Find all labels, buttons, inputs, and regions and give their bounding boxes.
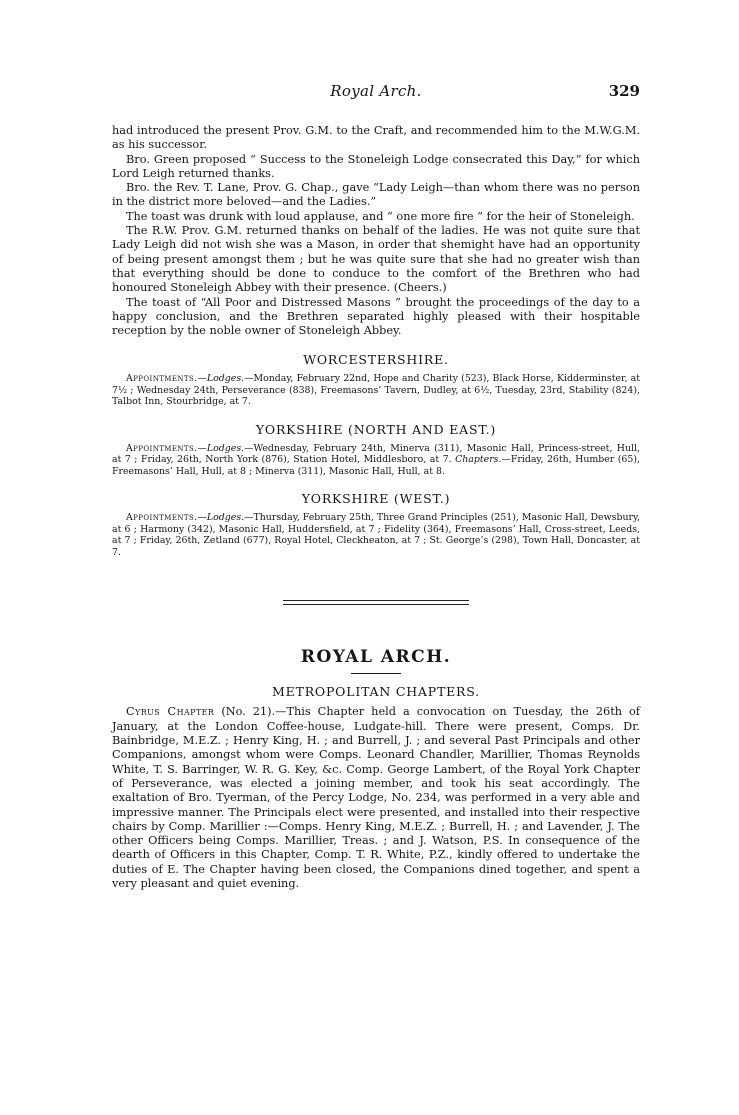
appointments-paragraph — [112, 443, 640, 478]
appointments-label: Appointments. — [126, 373, 198, 385]
page-body — [112, 124, 640, 891]
section-yorkshire-north-east — [112, 422, 640, 478]
lodges-label: —Lodges. — [197, 373, 245, 385]
chapters-text: —Friday, 26th, Humber (65), Freemasons’ Hall, Hull, at 8 ; Minerva (311), Masonic Hall, Hull, at 8. — [112, 454, 640, 477]
section-heading: WORCESTERSHIRE. — [303, 352, 449, 368]
appointments-text: —Wednesday, February 24th, Minerva (311), Masonic Hall, Princess-street, Hull, at 7 ; Friday, 26th, North York (876), Station Hotel, Middlesboro, at 7. — [112, 442, 640, 466]
running-header — [112, 82, 640, 104]
paragraph: Bro. the Rev. T. Lane, Prov. G. Chap., gave “Lady Leigh—than whom there was no person in the district more beloved—and the Ladies.” — [112, 181, 640, 209]
lodges-label: —Lodges. — [197, 442, 245, 454]
running-title: Royal Arch. — [330, 82, 422, 100]
cyrus-chapter-report — [112, 705, 640, 891]
metropolitan-chapters-heading: METROPOLITAN CHAPTERS. — [272, 684, 480, 700]
appointments-label: Appointments. — [126, 442, 198, 454]
appointments-text: —Monday, February 22nd, Hope and Charity (523), Black Horse, Kidderminster, at 7½ ; Wednesday 24th, Perseverance (838), Freemasons’ Tavern, Dudley, at 6½, Tuesday, 23rd, Stability (824), Talbot Inn, Stourbridge, at 7. — [112, 373, 640, 408]
section-divider — [283, 600, 469, 605]
royal-arch-title: ROYAL ARCH. — [300, 647, 452, 668]
appointments-label: Appointments. — [126, 512, 198, 524]
section-heading: YORKSHIRE (WEST.) — [301, 491, 451, 507]
chapters-label: Chapters. — [455, 454, 502, 466]
page-number: 329 — [608, 82, 640, 100]
paragraph: The toast of “All Poor and Distressed Masons ” brought the proceedings of the day to a happy conclusion, and the Brethren separated highly pleased with their hospitable reception by the noble owner of Stoneleigh Abbey. — [112, 295, 640, 338]
chapter-report-text: (No. 21).—This Chapter held a convocation on Tuesday, the 26th of January, at the London Coffee-house, Ludgate-hill. There were present, Comps. Dr. Bainbridge, M.E.Z. ; Henry King, H. ; and Burrell, J. ; and several Past Principals and other Companions, amongst whom were Comps. Leonard Chandler, Marillier, Thomas Reynolds White, T. S. Barringer, W. R. G. Key, &c. Comp. George Lambert, of the Royal York Chapter of Perseverance, was elected a joining member, and took his seat accordingly. The exaltation of Bro. Tyerman, of the Percy Lodge, No. 234, was performed in a very able and impressive manner. The Principals elect were presented, and installed into their respective chairs by Comp. Marillier :—Comps. Henry King, M.E.Z. ; Burrell, H. ; and Lavender, J. The other Officers being Comps. Marillier, Treas. ; and J. Watson, P.S. In consequence of the dearth of Officers in this Chapter, Comp. T. R. White, P.Z., kindly offered to undertake the duties of E. The Chapter having been closed, the Companions dined together, and spent a very pleasant and quiet evening. — [112, 705, 640, 891]
appointments-paragraph — [112, 512, 640, 558]
paragraph: had introduced the present Prov. G.M. to the Craft, and recommended him to the M.W.G.M. as his successor. — [112, 124, 640, 152]
paragraph: Bro. Green proposed “ Success to the Stoneleigh Lodge consecrated this Day,” for which Lord Leigh returned thanks. — [112, 152, 640, 180]
lodges-label: —Lodges. — [197, 512, 245, 524]
section-worcestershire — [112, 352, 640, 408]
appointments-paragraph — [112, 373, 640, 408]
chapter-name: Cyrus Chapter — [126, 705, 215, 719]
appointments-text: —Thursday, February 25th, Three Grand Principles (251), Masonic Hall, Dewsbury, at 6 ; Harmony (342), Masonic Hall, Huddersfield, at 7 ; Fidelity (364), Freemasons’ Hall, Cross-street, Leeds, at 7 ; Friday, 26th, Zetland (677), Royal Hotel, Cleckheaton, at 7 ; St. George’s (298), Town Hall, Doncaster, at 7. — [112, 512, 640, 558]
paragraph: The toast was drunk with loud applause, and “ one more fire ” for the heir of Stoneleigh. — [126, 209, 635, 223]
paragraph — [112, 705, 640, 891]
section-yorkshire-west — [112, 491, 640, 558]
section-heading: YORKSHIRE (NORTH AND EAST.) — [255, 421, 497, 437]
intro-text — [112, 124, 640, 338]
paragraph: The R.W. Prov. G.M. returned thanks on behalf of the ladies. He was not quite sure that Lady Leigh did not wish she was a Mason, in order that shemight have had an opportunity of being present amongst them ; but he was quite sure that she had no greater wish than that everything should be done to conduce to the comfort of the Brethren who had honoured Stoneleigh Abbey with their presence. (Cheers.) — [112, 224, 640, 295]
title-rule — [351, 673, 401, 674]
